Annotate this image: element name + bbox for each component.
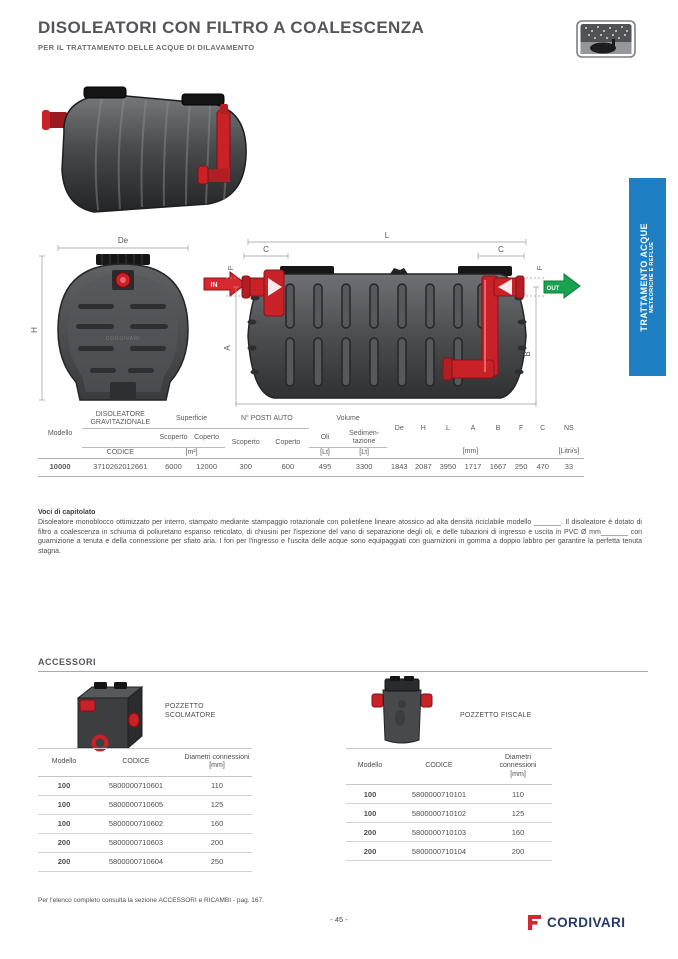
col-ns: NS: [564, 424, 574, 432]
col-codice: CODICE: [90, 749, 182, 776]
col-f: F: [519, 424, 524, 432]
pozzetto-fiscale-label: POZZETTO FISCALE: [460, 712, 532, 719]
col-de: De: [394, 424, 404, 432]
cell-b: 1667: [486, 458, 511, 476]
side-tab-title: TRATTAMENTO ACQUE: [639, 222, 650, 332]
fiscale-table: [346, 748, 552, 861]
rain-over-tank-icon: [576, 20, 636, 63]
unit-mm: [mm]: [462, 448, 479, 456]
dim-label-f-left: F: [226, 265, 235, 271]
col-a: A: [470, 424, 476, 432]
cell-oli: 495: [309, 458, 341, 476]
unit-m2: [m²]: [185, 448, 198, 456]
capitolato-body: Disoleatore monoblocco ottimizzato per interro, stampato mediante stampaggio rotazionale con polietilene lineare atossico ad alta densità riciclabile modello _______. Il disoleatore è dotato di filtro a coalescenza in schiuma di poliuretano espanso reticolato, di chiusini per l'ispezione del vano di separazione degli oli, e delle tubazioni di ingresso e uscita in PVC Ø mm_______ con guarnizione a tenuta e della connessione per sfiato aria. I fori per l'ingresso e l'uscita delle acque sono equipaggiati con guarnizioni in gomma a doppio labbro per garantire la perfetta tenuta stagna.: [38, 518, 642, 556]
col-diametri: Diametri connessioni [mm]: [484, 749, 552, 785]
cell-de: 1843: [387, 458, 411, 476]
dim-label-a: A: [223, 345, 232, 351]
col-volume: Volume: [336, 415, 360, 423]
col-diametri: Diametri connessioni [mm]: [182, 749, 252, 776]
col-disoleatore-gravitazionale: DISOLEATORE GRAVITAZIONALE: [82, 410, 158, 429]
table-row: 200 5800000710603 200: [38, 833, 252, 852]
in-arrow-label: IN: [210, 282, 218, 289]
footer-note: Per l'elenco completo consulta la sezione ACCESSORI e RICAMBI - pag. 167.: [38, 897, 264, 904]
brand-name: CORDIVARI: [547, 915, 626, 930]
col-posti-auto: N° POSTI AUTO: [225, 410, 309, 429]
page-number: - 45 -: [330, 915, 348, 924]
col-c: C: [540, 424, 546, 432]
table-row: 100 5800000710101 110: [346, 785, 552, 804]
col-superficie: Superficie: [158, 410, 224, 429]
table-row: 100 5800000710601 110: [38, 776, 252, 795]
table-row: 100 5800000710102 125: [346, 804, 552, 823]
table-row: 200 5800000710604 250: [38, 852, 252, 871]
dim-label-h: H: [30, 327, 39, 333]
unit-litri-s: [Litri/s]: [558, 448, 580, 456]
pozzetto-scolmatore-label: POZZETTO SCOLMATORE: [165, 703, 216, 720]
table-row: 200 5800000710104 200: [346, 842, 552, 861]
product-photo-tank: [32, 82, 260, 225]
page-subtitle: PER IL TRATTAMENTO DELLE ACQUE DI DILAVAMENTO: [38, 43, 255, 52]
col-posti-coperto: Coperto: [275, 439, 301, 447]
brand-logo: [528, 915, 625, 930]
out-flow-arrow-icon: [544, 274, 580, 298]
col-codice: CODICE: [106, 448, 134, 456]
in-flow-arrow-icon: [204, 272, 246, 296]
cell-c: 470: [532, 458, 554, 476]
unit-lt-oli: [Lt]: [320, 448, 330, 456]
col-posti-scoperto: Scoperto: [231, 439, 260, 447]
dim-label-f-right: F: [535, 265, 544, 271]
cell-ns: 33: [554, 458, 584, 476]
dim-label-c-right: C: [498, 245, 504, 254]
dim-label-c-left: C: [263, 245, 269, 254]
col-modello: Modello: [47, 429, 73, 437]
col-sup-scoperto: Scoperto: [158, 429, 188, 448]
table-row: 100 5800000710602 160: [38, 814, 252, 833]
capitolato-section: [38, 508, 642, 557]
col-gravitazionale-spacer: [82, 429, 158, 448]
col-b: B: [495, 424, 501, 432]
col-sedimentazione: Sedimen-tazione: [341, 429, 387, 448]
side-view: [223, 231, 544, 407]
table-row: 200 5800000710103 160: [346, 823, 552, 842]
pozzetto-fiscale-image: [370, 674, 434, 753]
cell-f: 250: [511, 458, 532, 476]
front-view: [30, 236, 188, 400]
side-tab-subtitle: METEORICHE E REFLUE: [649, 241, 656, 313]
cell-modello: 10000: [38, 458, 82, 476]
embossed-brand-text: CORDIVARI: [105, 336, 141, 342]
side-tab-trattamento-acque: [629, 178, 666, 376]
out-arrow-label: OUT: [546, 286, 560, 292]
cell-a: 1717: [460, 458, 485, 476]
cell-h: 2087: [411, 458, 435, 476]
page-title: DISOLEATORI CON FILTRO A COALESCENZA: [38, 18, 425, 37]
dim-label-b: B: [523, 351, 532, 357]
cell-sup-scoperto: 6000: [158, 458, 188, 476]
cell-sup-coperto: 12000: [189, 458, 225, 476]
dim-label-l: L: [384, 231, 390, 240]
technical-diagram: [30, 226, 630, 419]
cell-posti-coperto: 600: [267, 458, 309, 476]
accessories-heading: ACCESSORI: [38, 657, 648, 672]
cell-sedimentazione: 3300: [341, 458, 387, 476]
capitolato-heading: Voci di capitolato: [38, 509, 96, 516]
table-row: 100 5800000710605 125: [38, 795, 252, 814]
col-codice: CODICE: [394, 749, 484, 785]
dim-label-de: De: [117, 236, 129, 245]
cordivari-f-mark-icon: [528, 915, 543, 930]
spec-table-row: [38, 458, 584, 476]
col-l: L: [445, 424, 450, 432]
cell-codice: 3710262012661: [82, 458, 158, 476]
spec-table: [38, 410, 584, 477]
col-modello: Modello: [38, 749, 90, 776]
cell-posti-scoperto: 300: [225, 458, 267, 476]
col-sup-coperto: Coperto: [189, 429, 225, 448]
scolmatore-table: [38, 748, 252, 872]
col-oli: Oli: [309, 429, 341, 448]
col-modello: Modello: [346, 749, 394, 785]
unit-lt-sed: [Lt]: [359, 448, 369, 456]
col-h: H: [420, 424, 426, 432]
cell-l: 3950: [435, 458, 460, 476]
